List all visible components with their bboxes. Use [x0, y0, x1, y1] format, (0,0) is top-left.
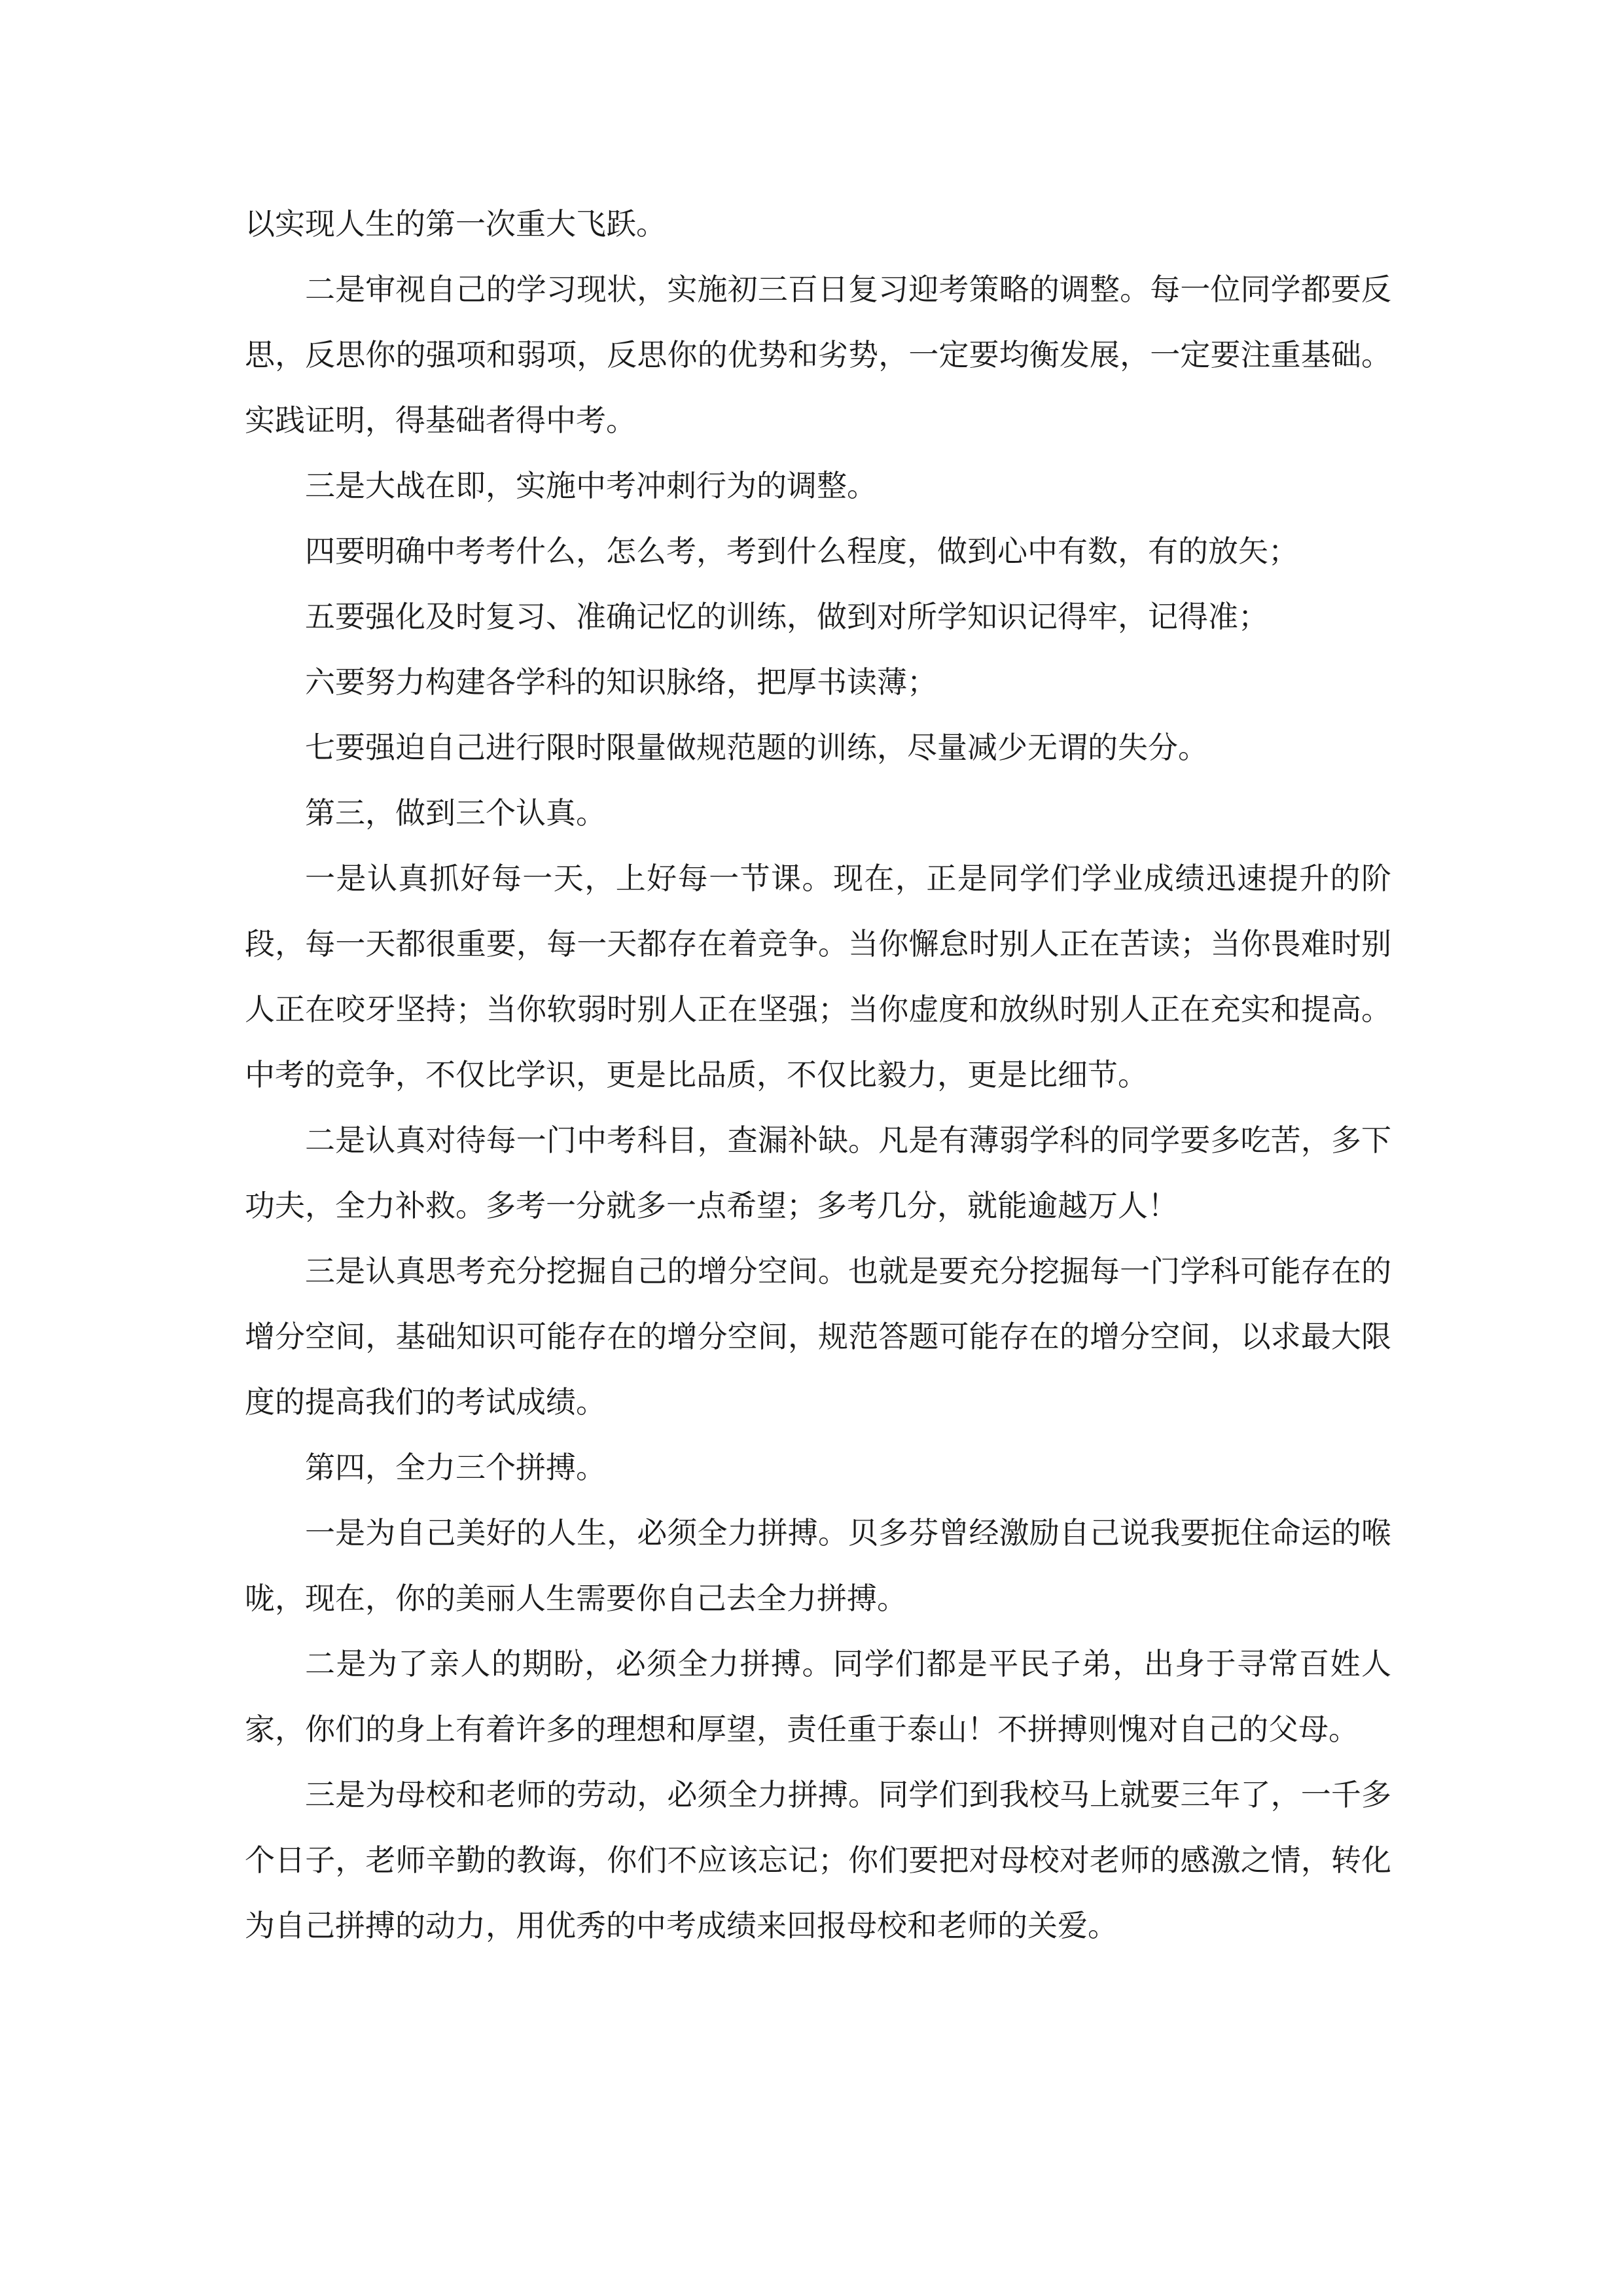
paragraph-point-seven: 七要强迫自己进行限时限量做规范题的训练，尽量减少无谓的失分。	[305, 730, 1208, 765]
section-heading-third: 第三，做到三个认真。	[305, 795, 606, 831]
paragraph-beautiful-life: 一是为自己美好的人生，必须全力拼搏。贝多芬曾经激励自己说我要扼住命运的喉咙，现在，你的美丽人生需要你自己去全力拼搏。	[245, 1515, 1391, 1616]
paragraph-sprint-adjustment: 三是大战在即，实施中考冲刺行为的调整。	[305, 468, 877, 503]
document-body	[245, 191, 1391, 1958]
paragraph-point-four: 四要明确中考考什么，怎么考，考到什么程度，做到心中有数，有的放矢；	[305, 533, 1298, 569]
paragraph-score-space: 三是认真思考充分挖掘自己的增分空间。也就是要充分挖掘每一门学科可能存在的增分空间，基础知识可能存在的增分空间，规范答题可能存在的增分空间，以求最大限度的提高我们的考试成绩。	[245, 1253, 1391, 1420]
paragraph-family-hopes: 二是为了亲人的期盼，必须全力拼搏。同学们都是平民子弟，出身于寻常百姓人家，你们的身上有着许多的理想和厚望，责任重于泰山！不拼搏则愧对自己的父母。	[245, 1646, 1391, 1747]
paragraph-every-day: 一是认真抓好每一天，上好每一节课。现在，正是同学们学业成绩迅速提升的阶段，每一天都很重要，每一天都存在着竞争。当你懈怠时别人正在苦读；当你畏难时别人正在咬牙坚持；当你软弱时别人正在坚强；当你虚度和放纵时别人正在充实和提高。中考的竞争，不仅比学识，更是比品质，不仅比毅力，更是比细节。	[245, 861, 1391, 1092]
paragraph-review-study-status: 二是审视自己的学习现状，实施初三百日复习迎考策略的调整。每一位同学都要反思，反思你的强项和弱项，反思你的优势和劣势，一定要均衡发展，一定要注重基础。实践证明，得基础者得中考。	[245, 272, 1391, 438]
paragraph-every-subject: 二是认真对待每一门中考科目，查漏补缺。凡是有薄弱学科的同学要多吃苦，多下功夫，全力补救。多考一分就多一点希望；多考几分，就能逾越万人！	[245, 1122, 1391, 1223]
paragraph-school-teachers: 三是为母校和老师的劳动，必须全力拼搏。同学们到我校马上就要三年了，一千多个日子，老师辛勤的教诲，你们不应该忘记；你们要把对母校对老师的感激之情，转化为自己拼搏的动力，用优秀的中考成绩来回报母校和老师的关爱。	[245, 1777, 1391, 1943]
paragraph-point-six: 六要努力构建各学科的知识脉络，把厚书读薄；	[305, 664, 937, 700]
section-heading-fourth: 第四，全力三个拼搏。	[305, 1450, 606, 1485]
paragraph-continuation: 以实现人生的第一次重大飞跃。	[245, 206, 666, 242]
paragraph-point-five: 五要强化及时复习、准确记忆的训练，做到对所学知识记得牢，记得准；	[305, 599, 1268, 634]
